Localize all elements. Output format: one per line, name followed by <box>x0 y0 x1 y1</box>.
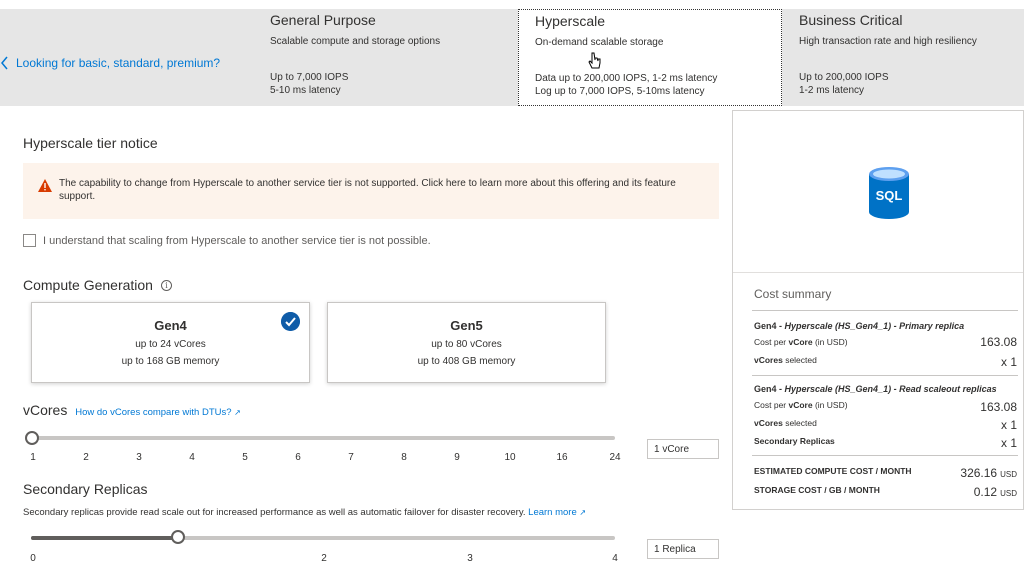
tier-perf-line: 1-2 ms latency <box>799 85 865 96</box>
label-part: (in USD) <box>812 337 848 347</box>
chevron-left-icon <box>0 56 10 70</box>
replicas-vcores-label <box>754 418 817 428</box>
replicas-tick-label: 4 <box>612 553 618 564</box>
svg-text:SQL: SQL <box>875 188 903 203</box>
gen-name: Gen5 <box>450 318 483 333</box>
primary-gen: Gen4 <box>754 321 777 331</box>
primary-replica-heading <box>754 321 964 331</box>
vcores-title-text: vCores <box>23 402 68 418</box>
estimated-compute-value <box>960 466 1017 480</box>
replicas-gen: Gen4 <box>754 384 777 394</box>
tier-performance <box>535 72 717 98</box>
replicas-title: Secondary Replicas <box>23 481 148 497</box>
vcores-link-text: How do vCores compare with DTUs? <box>75 407 232 418</box>
replicas-cost-value: 163.08 <box>980 400 1017 414</box>
warning-icon <box>38 179 52 192</box>
vcores-tick-label: 10 <box>504 452 516 463</box>
tier-title: Business Critical <box>799 12 903 28</box>
tier-perf-line: 5-10 ms latency <box>270 85 341 96</box>
gen5-card[interactable] <box>327 302 606 383</box>
acknowledge-checkbox[interactable] <box>23 234 36 247</box>
storage-amount: 0.12 <box>973 485 998 499</box>
vcores-tick-label: 3 <box>136 452 142 463</box>
vcores-tick-label: 24 <box>609 452 621 463</box>
storage-cost-value <box>974 485 1017 499</box>
replicas-cost-label <box>754 400 848 410</box>
gen4-card[interactable] <box>31 302 310 383</box>
vcores-dtu-link[interactable] <box>75 407 241 418</box>
divider <box>752 375 1018 376</box>
cost-summary-panel <box>732 110 1024 510</box>
vcores-slider-track[interactable] <box>31 436 615 440</box>
vcores-tick-label: 9 <box>454 452 460 463</box>
notice-message: The capability to change from Hyperscale to another service tier is not supported. Click here to learn more about this offering and its feature support. <box>59 178 676 202</box>
learn-more-link[interactable] <box>528 507 586 518</box>
compute-generation-title <box>23 277 172 293</box>
replicas-description-text: Secondary replicas provide read scale out for increased performance as well as automatic failover for disaster recovery. <box>23 507 526 518</box>
tier-hyperscale[interactable] <box>518 9 782 106</box>
tier-performance <box>270 71 348 97</box>
replicas-vcores-value: x 1 <box>1000 418 1017 432</box>
primary-cost-label <box>754 337 848 347</box>
label-part: Cost per <box>754 400 789 410</box>
replicas-tick-label: 0 <box>30 553 36 564</box>
info-icon[interactable]: i <box>161 280 172 291</box>
basic-standard-premium-link[interactable] <box>0 56 220 70</box>
tier-subtitle: On-demand scalable storage <box>535 37 664 48</box>
sql-icon-area <box>733 111 1023 273</box>
vcores-tick-label: 6 <box>295 452 301 463</box>
tier-perf-line: Up to 200,000 IOPS <box>799 72 889 83</box>
replicas-value-input[interactable]: 1 Replica <box>647 539 719 559</box>
divider <box>752 310 1018 311</box>
label-part: vCores <box>754 355 783 365</box>
divider <box>752 455 1018 456</box>
tier-selector <box>0 9 1024 106</box>
label-part: vCores <box>754 418 783 428</box>
replicas-slider-thumb[interactable] <box>171 530 185 544</box>
secondary-replicas-label: Secondary Replicas <box>754 436 835 446</box>
back-link-label: Looking for basic, standard, premium? <box>16 56 221 70</box>
replicas-tick-label: 3 <box>467 553 473 564</box>
replicas-slider-fill <box>31 536 179 540</box>
replicas-desc: - Hyperscale (HS_Gen4_1) - Read scaleout replicas <box>776 384 997 394</box>
tier-title: Hyperscale <box>535 13 606 29</box>
currency: USD <box>1000 489 1017 498</box>
cost-summary-title: Cost summary <box>754 287 832 301</box>
checkmark-icon <box>281 312 300 331</box>
primary-desc: - Hyperscale (HS_Gen4_1) - Primary replica <box>776 321 965 331</box>
tier-subtitle: Scalable compute and storage options <box>270 36 441 47</box>
tier-business-critical[interactable] <box>793 9 1024 106</box>
checkbox-label: I understand that scaling from Hyperscale to another service tier is not possible. <box>43 234 431 247</box>
label-part: Cost per <box>754 337 789 347</box>
gen-memory: up to 408 GB memory <box>417 356 516 367</box>
label-part: (in USD) <box>812 400 848 410</box>
learn-more-text: Learn more <box>528 507 577 518</box>
tier-general-purpose[interactable] <box>264 9 518 106</box>
tier-perf-line: Data up to 200,000 IOPS, 1-2 ms latency <box>535 73 718 84</box>
tier-performance <box>799 71 889 97</box>
vcores-tick-label: 7 <box>348 452 354 463</box>
vcores-title <box>23 402 241 418</box>
external-link-icon: ↗ <box>234 408 241 417</box>
vcores-tick-label: 16 <box>556 452 568 463</box>
external-link-icon: ↗ <box>579 508 587 517</box>
replicas-description <box>23 507 586 518</box>
notice-title: Hyperscale tier notice <box>23 135 158 151</box>
storage-cost-label: STORAGE COST / GB / MONTH <box>754 485 880 495</box>
gen-memory: up to 168 GB memory <box>121 356 220 367</box>
vcores-tick-label: 5 <box>242 452 248 463</box>
currency: USD <box>1000 470 1017 479</box>
secondary-replicas-value: x 1 <box>1000 436 1017 450</box>
tier-perf-line: Log up to 7,000 IOPS, 5-10ms latency <box>535 86 705 97</box>
label-part: selected <box>782 418 817 428</box>
sql-database-icon <box>869 167 909 219</box>
primary-vcores-label <box>754 355 817 365</box>
gen-vcores: up to 80 vCores <box>431 339 502 350</box>
tier-subtitle: High transaction rate and high resiliency <box>799 36 977 47</box>
vcores-tick-label: 8 <box>401 452 407 463</box>
estimated-compute-label: ESTIMATED COMPUTE COST / MONTH <box>754 466 912 476</box>
primary-cost-value: 163.08 <box>980 335 1017 349</box>
label-part: selected <box>782 355 817 365</box>
estimated-amount: 326.16 <box>960 466 998 480</box>
tier-perf-line: Up to 7,000 IOPS <box>270 72 349 83</box>
gen-vcores: up to 24 vCores <box>135 339 206 350</box>
vcores-tick-label: 4 <box>189 452 195 463</box>
label-part: vCore <box>788 337 813 347</box>
replicas-tick-label: 2 <box>321 553 327 564</box>
gen-name: Gen4 <box>154 318 187 333</box>
label-part: vCore <box>788 400 813 410</box>
primary-vcores-value: x 1 <box>1000 355 1017 369</box>
vcores-value-input[interactable]: 1 vCore <box>647 439 719 459</box>
cursor-hand-icon <box>588 52 602 72</box>
vcores-slider-thumb[interactable] <box>25 431 39 445</box>
vcores-tick-label: 2 <box>83 452 89 463</box>
scaling-acknowledgement[interactable] <box>23 234 431 247</box>
vcores-tick-label: 1 <box>30 452 36 463</box>
hyperscale-notice[interactable] <box>23 163 719 219</box>
tier-title: General Purpose <box>270 12 376 28</box>
read-replicas-heading <box>754 384 997 394</box>
compute-title-text: Compute Generation <box>23 277 153 293</box>
